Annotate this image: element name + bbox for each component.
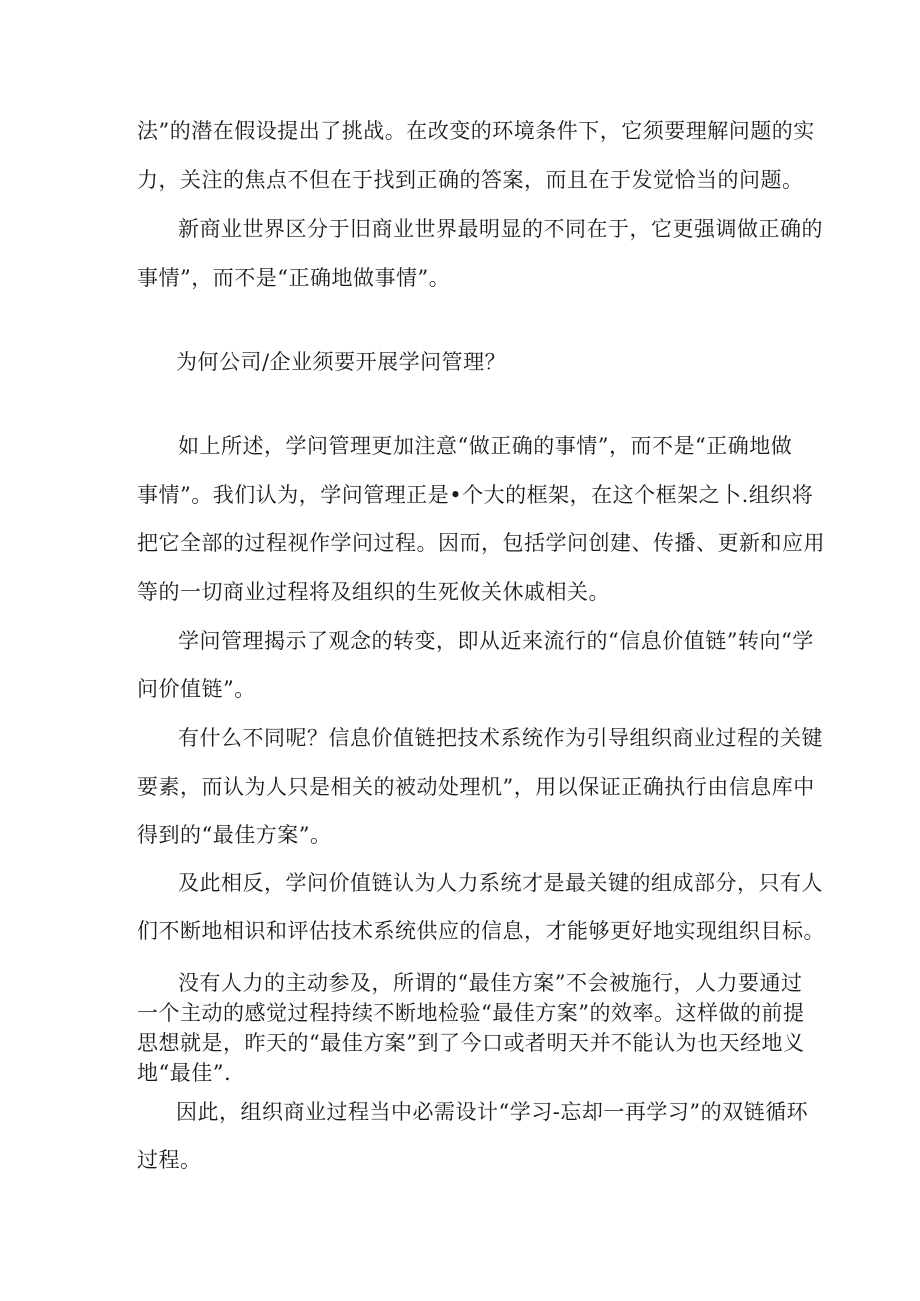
text-line-13: 要素，而认为人只是相关的被动处理机”，用以保证正确执行由信息库中 bbox=[137, 775, 815, 799]
text-line-6: 如上所述，学问管理更加注意“做正确的事情”，而不是“正确地做 bbox=[178, 434, 793, 458]
text-line-9: 等的一切商业过程将及组织的生死攸关休戚相关。 bbox=[137, 580, 610, 604]
section-heading: 为何公司/企业须要开展学问管理？ bbox=[176, 350, 507, 374]
text-line-1: 法”的潜在假设提出了挑战。在改变的环境条件下，它须要理解问题的实 bbox=[137, 119, 815, 143]
text-line-2: 力，关注的焦点不但在于找到正确的答案，而且在于发觉恰当的问题。 bbox=[137, 168, 804, 192]
text-line-4: 事情”，而不是“正确地做事情”。 bbox=[137, 266, 451, 290]
text-line-15: 及此相反，学问价值链认为人力系统才是最关键的组成部分，只有人 bbox=[178, 871, 823, 895]
text-line-19: 思想就是，昨天的“最佳方案”到了今口或者明天并不能认为也天经地义 bbox=[137, 1031, 805, 1055]
text-line-14: 得到的“最佳方案”。 bbox=[137, 823, 332, 847]
text-line-17: 没有人力的主动参及，所谓的“最佳方案”不会被施行，人力要通过 bbox=[178, 971, 803, 995]
text-line-20: 地“最佳”. bbox=[137, 1061, 232, 1085]
text-line-12: 有什么不同呢？信息价值链把技术系统作为引导组织商业过程的关键 bbox=[178, 726, 823, 750]
text-line-22: 过程。 bbox=[137, 1148, 202, 1172]
text-line-21: 因此，组织商业过程当中必需设计“学习-忘却一再学习”的双链循环 bbox=[176, 1100, 809, 1124]
text-line-10: 学问管理揭示了观念的转变，即从近来流行的“信息价值链”转向“学 bbox=[178, 629, 814, 653]
text-line-7: 事情”。我们认为，学问管理正是•个大的框架，在这个框架之卜.组织将 bbox=[137, 483, 814, 507]
text-line-8: 把它全部的过程视作学问过程。因而，包括学问创建、传播、更新和应用 bbox=[137, 531, 825, 555]
text-line-3: 新商业世界区分于旧商业世界最明显的不同在于，它更强调做正确的 bbox=[178, 217, 823, 241]
text-line-16: 们不断地相识和评估技术系统供应的信息，才能够更好地实现组织目标。 bbox=[137, 919, 825, 943]
text-line-11: 问价值链”。 bbox=[137, 677, 256, 701]
text-line-18: 一个主动的感觉过程持续不断地检验“最佳方案”的效率。这样做的前提 bbox=[137, 1001, 805, 1025]
